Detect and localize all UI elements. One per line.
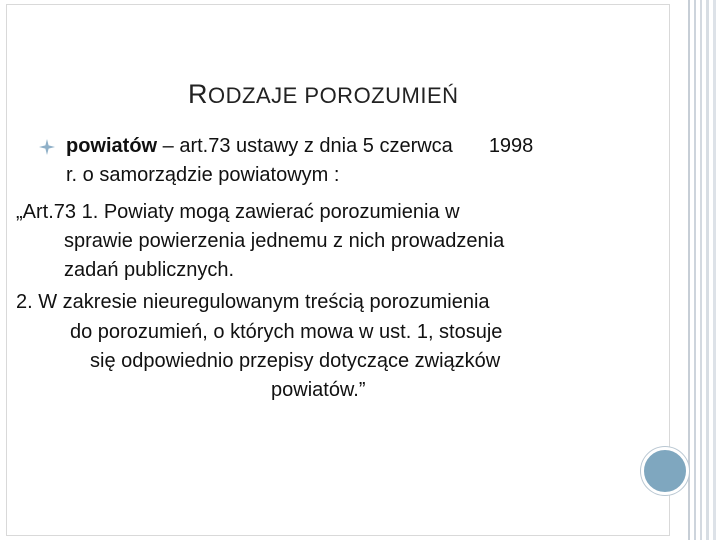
bullet-line-1 xyxy=(66,132,533,161)
decorative-stripe xyxy=(688,0,690,540)
decorative-stripe xyxy=(706,0,709,540)
title-rest: ODZAJE POROZUMIEŃ xyxy=(208,83,459,108)
point2-line-3: się odpowiednio przepisy dotyczące związków xyxy=(90,350,501,372)
bullet-bold-term: powiatów xyxy=(66,135,158,157)
point2-line-2: do porozumień, o których mowa w ust. 1, stosuje xyxy=(70,321,503,343)
decorative-stripe xyxy=(713,0,716,540)
title-first-letter: R xyxy=(188,79,208,109)
bullet-year: 1998 xyxy=(488,135,534,157)
four-point-star-bullet-icon xyxy=(38,138,56,156)
slide-title xyxy=(188,79,459,110)
point2-line-4: powiatów.” xyxy=(271,379,366,401)
quote-line-1: „Art.73 1. Powiaty mogą zawierać porozumienia w xyxy=(16,201,460,223)
decorative-stripe xyxy=(700,0,702,540)
circle-decoration-icon xyxy=(641,447,689,495)
decorative-stripe xyxy=(694,0,696,540)
quote-line-3: zadań publicznych. xyxy=(64,259,235,281)
bullet-text: – art.73 ustawy z dnia 5 czerwca xyxy=(157,135,453,157)
point2-line-1: 2. W zakresie nieuregulowanym treścią porozumienia xyxy=(16,291,490,313)
bullet-line-2: r. o samorządzie powiatowym : xyxy=(66,164,340,186)
quote-line-2: sprawie powierzenia jednemu z nich prowadzenia xyxy=(64,230,505,252)
